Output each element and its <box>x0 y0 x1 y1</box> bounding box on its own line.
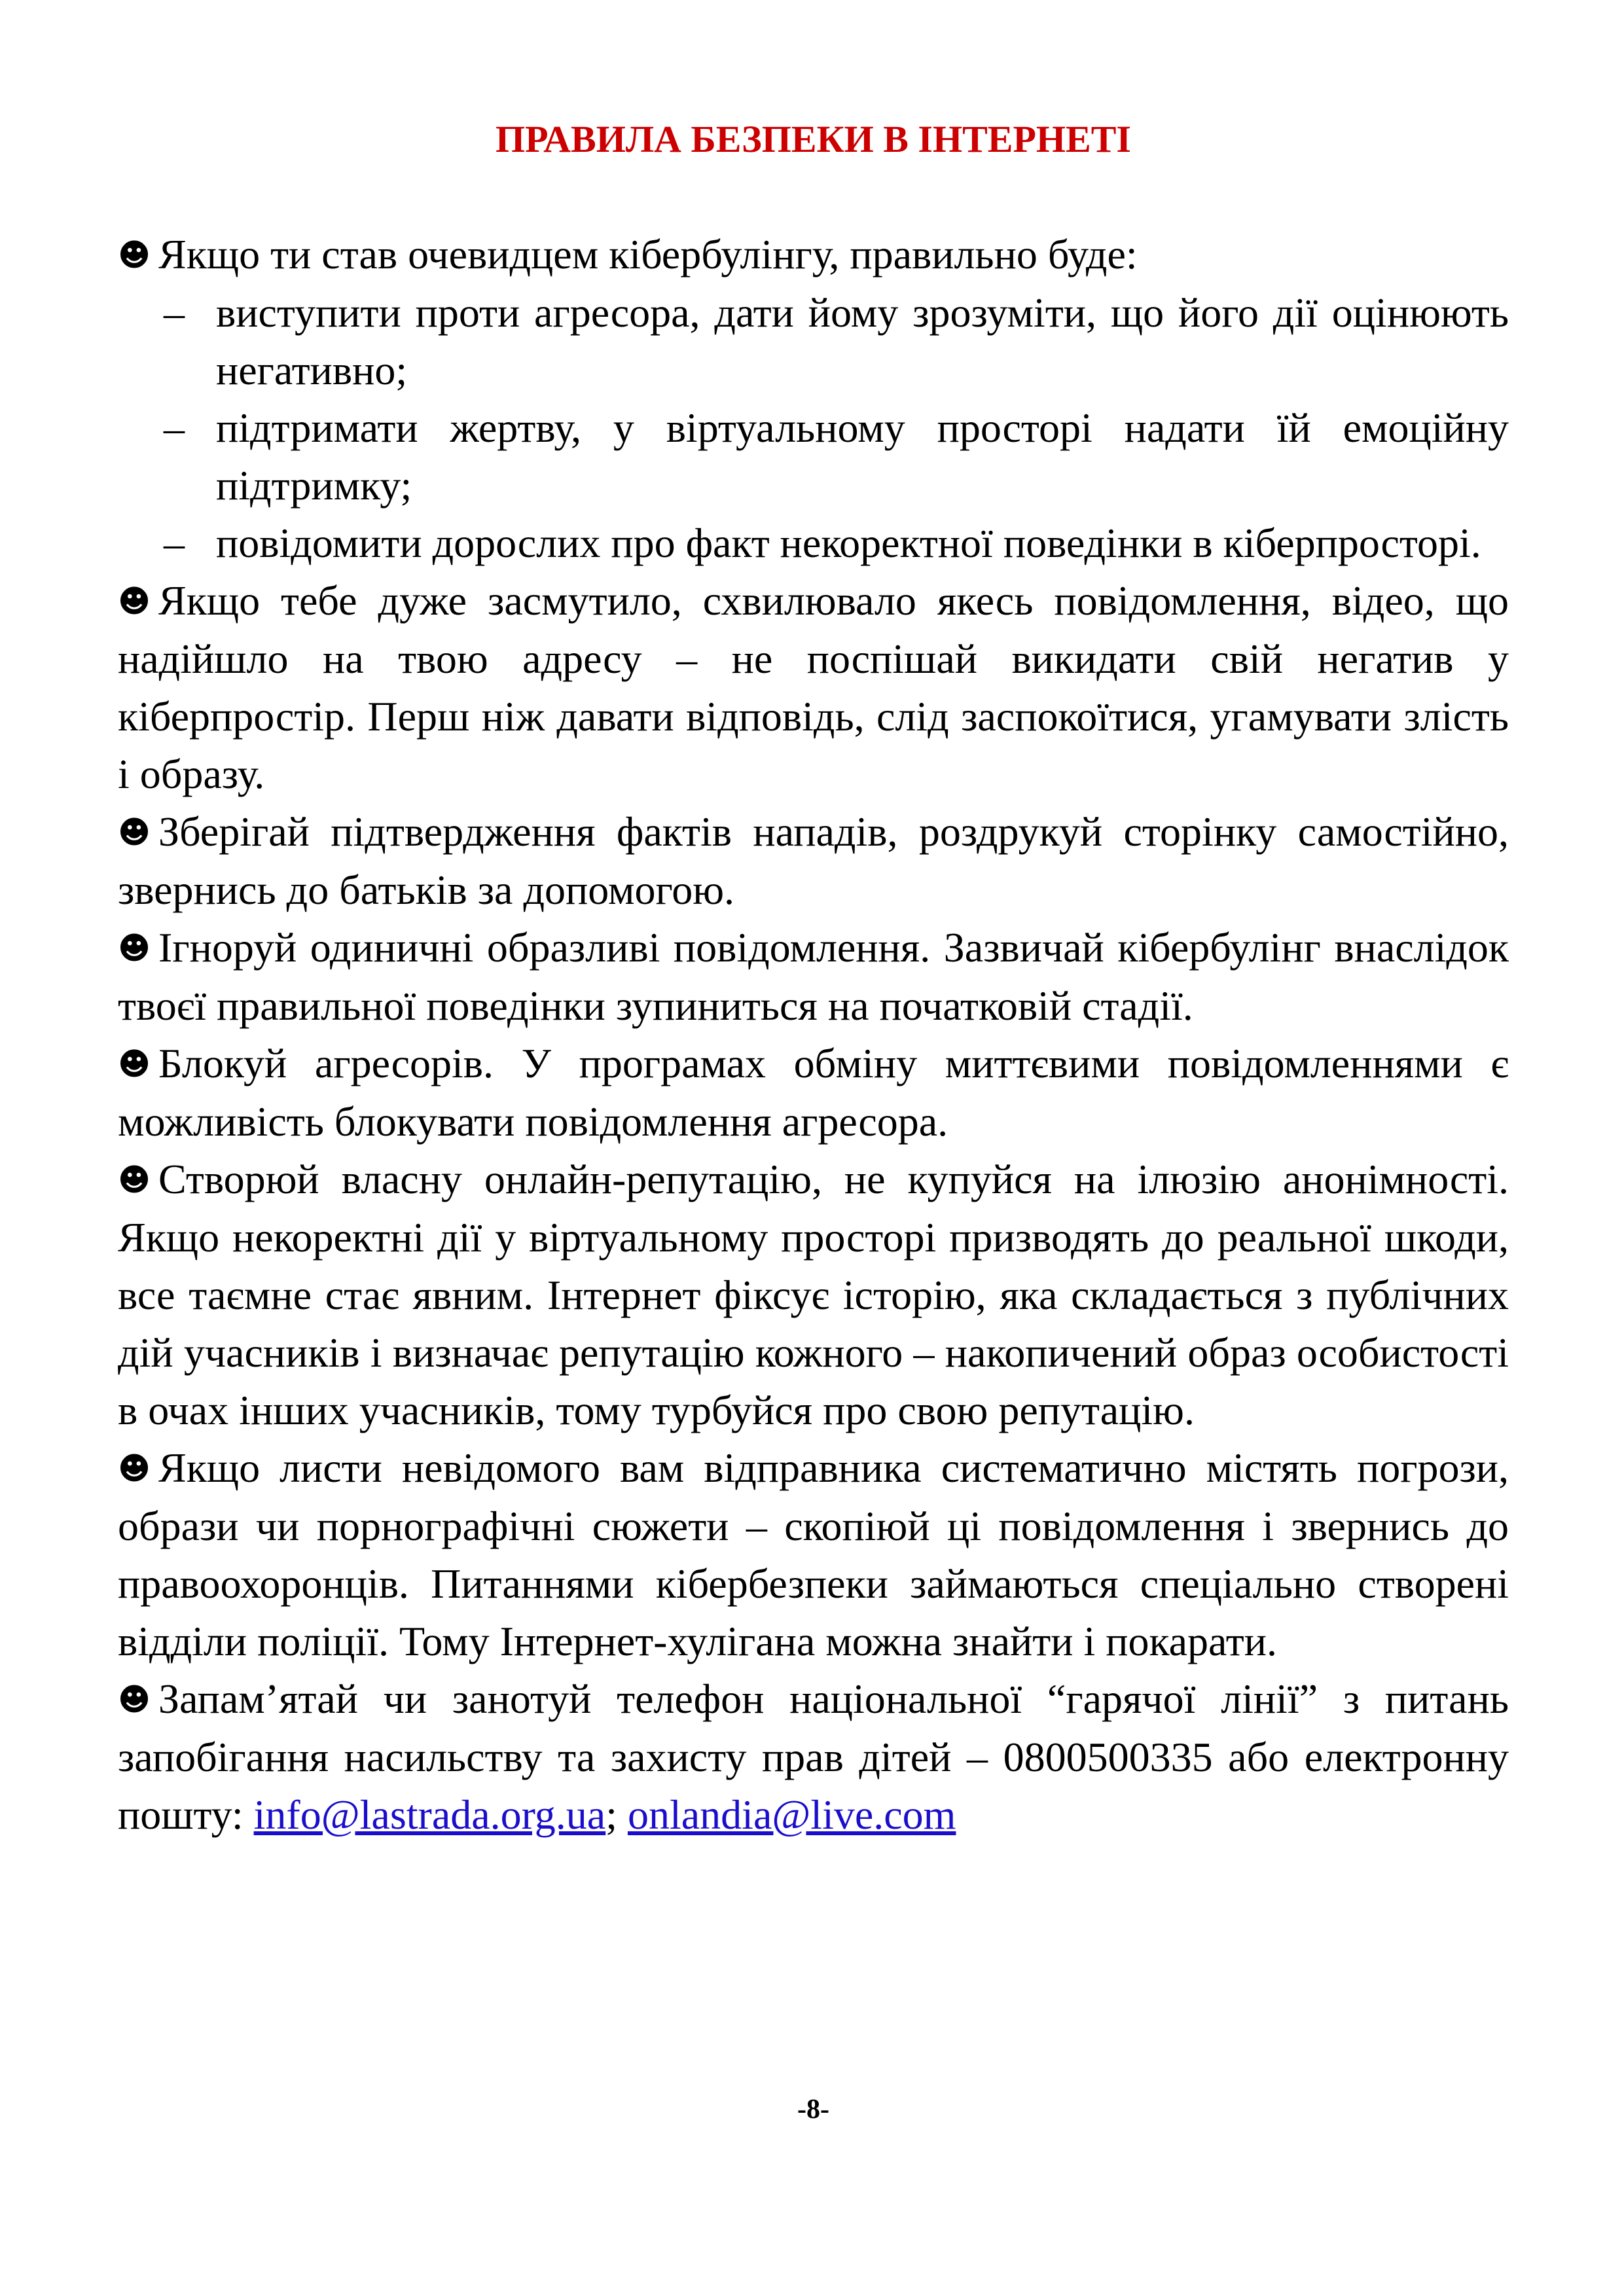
smiley-bullet-icon: ☻ <box>118 237 151 274</box>
dash-bullet-icon: – <box>164 520 185 566</box>
rule-text: Створюй власну онлайн-репутацію, не купуйся на ілюзію анонімності. Якщо некоректні дії у віртуальному просторі призводять до реальної шкоди, все таємне стає явним. Інтернет фіксує історію, яка складається з публічних дій учасників і визначає репутацію кожного – накопичений образ особистості в очах інших учасників, тому турбуйся про свою репутацію. <box>118 1156 1509 1433</box>
smiley-bullet-icon: ☻ <box>118 930 151 967</box>
rule-text: Якщо ти став очевидцем кібербулінгу, правильно буде: <box>158 231 1138 278</box>
dash-bullet-icon: – <box>164 289 185 336</box>
email-link-lastrada[interactable]: info@lastrada.org.ua <box>253 1791 606 1838</box>
rules-content <box>118 226 1509 1844</box>
rule-item <box>118 1151 1509 1439</box>
sub-item <box>118 514 1509 572</box>
sub-item-text: повідомити дорослих про факт некоректної поведінки в кіберпросторі. <box>216 520 1481 566</box>
hotline-text: Запам’ятай чи занотуй телефон національної “гарячої лінії” з питань запобігання насильству та захисту прав дітей – 0800500335 або електронну пошту: <box>118 1676 1509 1838</box>
email-separator: ; <box>605 1791 628 1838</box>
rule-text: Якщо тебе дуже засмутило, схвилювало якесь повідомлення, відео, що надійшло на твою адресу – не поспішай викидати свій негатив у кіберпростір. Перш ніж давати відповідь, слід заспокоїтися, угамувати злість і образу. <box>118 577 1509 797</box>
rule-text: Блокуй агресорів. У програмах обміну миттєвими повідомленнями є можливість блокувати повідомлення агресора. <box>118 1040 1509 1145</box>
rule-item <box>118 919 1509 1035</box>
rule-text: Ігноруй одиничні образливі повідомлення. Зазвичай кібербулінг внаслідок твоєї правильної поведінки зупиниться на початковій стадії. <box>118 924 1509 1029</box>
smiley-bullet-icon: ☻ <box>118 814 151 851</box>
hotline-item <box>118 1670 1509 1844</box>
rule-item <box>118 572 1509 803</box>
smiley-bullet-icon: ☻ <box>118 1162 151 1198</box>
rule-item <box>118 226 1509 284</box>
page-number: -8- <box>797 2094 829 2125</box>
email-link-onlandia[interactable]: onlandia@live.com <box>627 1791 956 1838</box>
smiley-bullet-icon: ☻ <box>118 1681 151 1718</box>
document-page <box>118 0 1509 2296</box>
rule-item <box>118 803 1509 919</box>
page-title: ПРАВИЛА БЕЗПЕКИ В ІНТЕРНЕТІ <box>496 118 1131 160</box>
rule-item <box>118 1035 1509 1151</box>
rule-text: Зберігай підтвердження фактів нападів, роздрукуй сторінку самостійно, звернись до батьків за допомогою. <box>118 808 1509 913</box>
sub-item <box>118 284 1509 399</box>
rule-item <box>118 1439 1509 1670</box>
rule-text: Якщо листи невідомого вам відправника систематично містять погрози, образи чи порнографічні сюжети – скопіюй ці повідомлення і звернись до правоохоронців. Питаннями кібербезпеки займаються спеціально створені відділи поліції. Тому Інтернет-хулігана можна знайти і покарати. <box>118 1444 1509 1664</box>
smiley-bullet-icon: ☻ <box>118 1450 151 1487</box>
sub-item-text: виступити проти агресора, дати йому зрозуміти, що його дії оцінюють негативно; <box>216 289 1509 393</box>
dash-bullet-icon: – <box>164 404 185 451</box>
sub-item-text: підтримати жертву, у віртуальному просторі надати їй емоційну підтримку; <box>216 404 1509 509</box>
sub-item <box>118 399 1509 514</box>
smiley-bullet-icon: ☻ <box>118 583 151 620</box>
smiley-bullet-icon: ☻ <box>118 1046 151 1083</box>
